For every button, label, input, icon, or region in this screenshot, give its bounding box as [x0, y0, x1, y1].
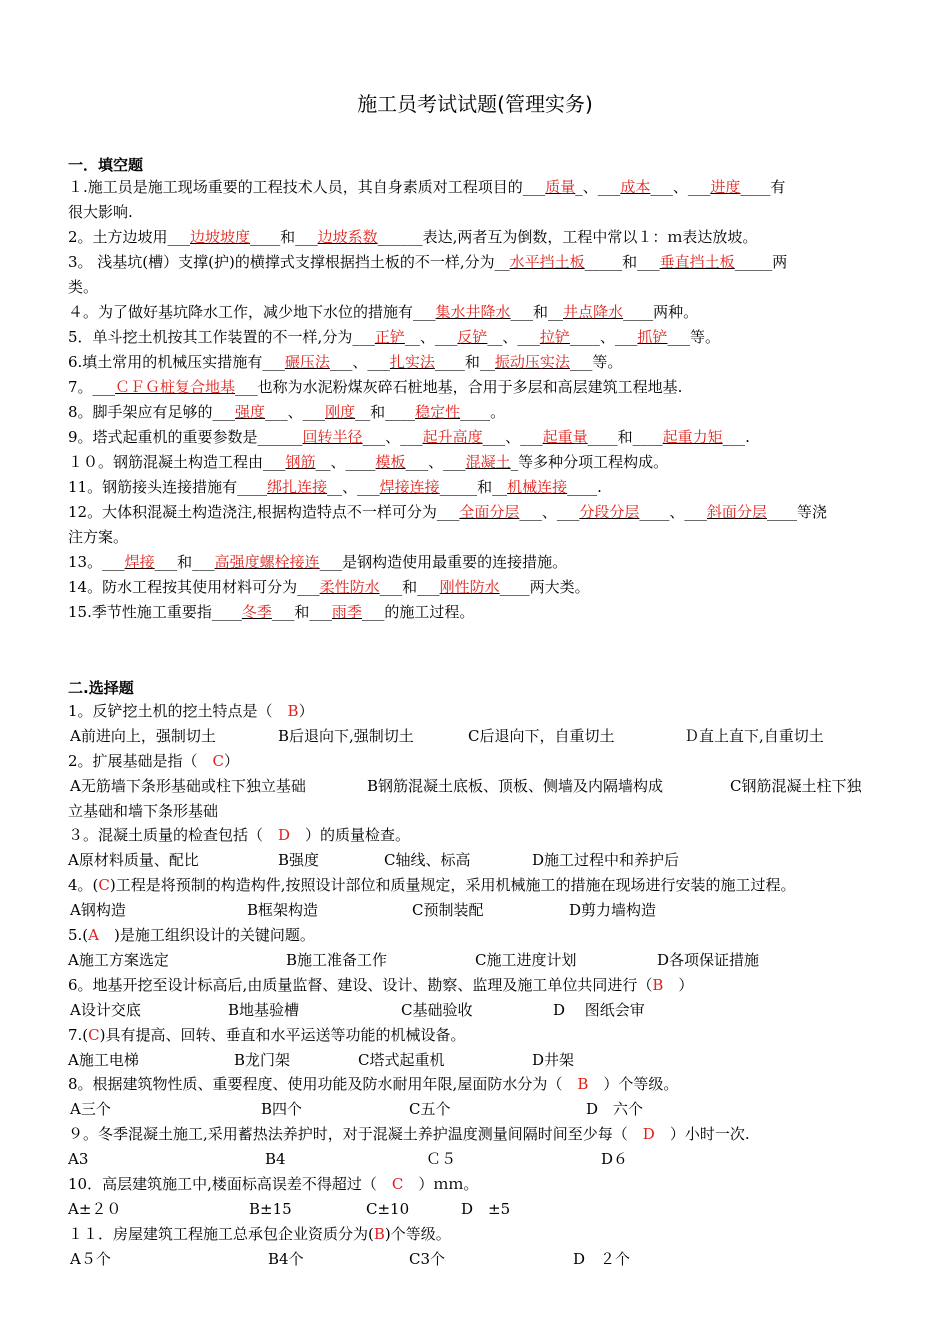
choice-q9-answer: D: [642, 1125, 655, 1143]
fill-q9-answer-3: 起重量: [542, 428, 588, 446]
choice-q11-option-b: B4个: [268, 1250, 304, 1268]
choice-q5-option-c: C施工进度计划: [475, 951, 577, 969]
fill-q14-answer-1: 柔性防水: [319, 578, 380, 596]
fill-q4-answer-2: 井点降水: [563, 303, 624, 321]
fill-q12-line2: 注方案。: [68, 528, 129, 546]
choice-q4-option-d: D剪力墙构造: [569, 901, 657, 919]
choice-q6-option-c: C基础验收: [401, 1001, 473, 1019]
choice-q3-stem: ３。混凝土质量的检查包括（ D ）的质量检查。: [68, 826, 411, 844]
fill-q5-answer-2: 反铲: [457, 328, 488, 346]
choice-q4-answer: C: [98, 876, 110, 894]
choice-q8-option-b: B四个: [261, 1100, 303, 1118]
choice-q6-option-b: B地基验槽: [228, 1001, 300, 1019]
choice-q10-stem: 10．高层建筑施工中,楼面标高误差不得超过（ C ）ｍｍ。: [68, 1175, 479, 1193]
choice-q9-option-a: A3: [68, 1150, 89, 1168]
choice-q1-answer: B: [287, 702, 299, 720]
fill-q10-answer-1: 钢筋: [285, 453, 316, 471]
choice-q4-option-b: B框架构造: [247, 901, 319, 919]
fill-q1-answer-2: 成本: [620, 178, 651, 196]
choice-q9-option-c: Ｃ５: [426, 1150, 457, 1168]
fill-q12: 12。大体积混凝土构造浇注,根据构造特点不一样可分为___全面分层___、___分段分层____、___斜面分层____等浇: [68, 503, 827, 521]
fill-q13: 13。___焊接___和___高强度螺栓接连___是钢构造使用最重要的连接措施。: [68, 553, 568, 571]
fill-q13-answer-1: 焊接: [124, 553, 155, 571]
choice-q4-stem: 4。(C)工程是将预制的构造构件,按照设计部位和质量规定，采用机械施工的措施在现场进行安装的施工过程。: [68, 876, 796, 894]
choice-q1-option-b: B后退向下,强制切土: [278, 727, 414, 745]
fill-q2-answer-1: 边坡坡度: [190, 228, 251, 246]
fill-q9-answer-4: 起重力矩: [662, 428, 723, 446]
choice-q3-option-d: D施工过程中和养护后: [532, 851, 680, 869]
fill-q5: 5．单斗挖土机按其工作装置的不一样,分为___正铲__、___反铲__、___拉铲____、___抓铲___等。: [68, 328, 720, 346]
fill-q12-answer-3: 斜面分层: [706, 503, 767, 521]
choice-q10-option-d: D ±5: [461, 1200, 511, 1218]
choice-q3-option-b: B强度: [278, 851, 320, 869]
choice-q4-option-c: C预制装配: [412, 901, 484, 919]
choice-q2-option-b: B钢筋混凝土底板、顶板、侧墙及内隔墙构成: [367, 777, 664, 795]
choice-q4-option-a: A钢构造: [70, 901, 126, 919]
choice-q5-option-d: D各项保证措施: [657, 951, 760, 969]
choice-q11-answer: B: [373, 1225, 385, 1243]
fill-q11-answer-3: 机械连接: [507, 478, 568, 496]
fill-q15-answer-1: 冬季: [241, 603, 272, 621]
fill-q1-answer-1: 质量: [545, 178, 576, 196]
fill-q8-answer-2: 刚度: [325, 403, 356, 421]
fill-q3: 3。 浅基坑(槽）支撑(护)的横撑式支撑根据挡土板的不一样,分为__水平挡土板_____和___垂直挡土板_____两: [68, 253, 788, 271]
fill-q15: 15.季节性施工重要指____冬季___和___雨季___的施工过程。: [68, 603, 475, 621]
fill-q4: ４。为了做好基坑降水工作，减少地下水位的措施有___集水井降水___和__井点降水____两种。: [68, 303, 699, 321]
section-fill-heading: 一．填空题: [68, 156, 144, 174]
fill-q5-answer-3: 拉铲: [539, 328, 570, 346]
fill-q6-answer-1: 碾压法: [284, 353, 330, 371]
fill-q11-answer-2: 焊接连接: [379, 478, 440, 496]
choice-q7-stem: 7.(C)具有提高、回转、垂直和水平运送等功能的机械设备。: [68, 1026, 466, 1044]
choice-q6-option-a: A设计交底: [70, 1001, 141, 1019]
fill-q10-answer-2: 模板: [375, 453, 406, 471]
fill-q8: 8。脚手架应有足够的___强度___、___刚度__和____稳定性____。: [68, 403, 506, 421]
choice-q7-option-a: A施工电梯: [68, 1051, 139, 1069]
choice-q11-stem: １１．房屋建筑工程施工总承包企业资质分为(B)个等级。: [68, 1225, 451, 1243]
fill-q15-answer-2: 雨季: [331, 603, 362, 621]
fill-q6-answer-2: 扎实法: [389, 353, 435, 371]
choice-q9-option-b: B4: [265, 1150, 286, 1168]
choice-q2-option-a: A无筋墙下条形基础或柱下独立基础: [70, 777, 306, 795]
choice-q6-option-d: D 图纸会审: [553, 1001, 645, 1019]
fill-q12-answer-1: 全面分层: [459, 503, 520, 521]
choice-q5-answer: A: [88, 926, 100, 944]
fill-q12-answer-2: 分段分层: [579, 503, 640, 521]
choice-q7-answer: C: [88, 1026, 100, 1044]
choice-q6-answer: B: [652, 976, 664, 994]
fill-q1-answer-3: 进度: [710, 178, 741, 196]
choice-q9-stem: ９。冬季混凝土施工,采用蓄热法养护时，对于混凝土养护温度测量间隔时间至少每（ D ）小时一次.: [68, 1125, 750, 1143]
fill-q9-answer-2: 起升高度: [422, 428, 483, 446]
choice-q8-stem: 8。根据建筑物性质、重要程度、使用功能及防水耐用年限,屋面防水分为（ B ）个等级。: [68, 1075, 679, 1093]
choice-q2-option-c: C钢筋混凝土柱下独: [730, 777, 862, 795]
choice-q5-option-b: B施工准备工作: [286, 951, 388, 969]
fill-q11: 11。钢筋接头连接措施有____绑扎连接__、___焊接连接_____和__机械连接____.: [68, 478, 602, 496]
page-title: 施工员考试试题(管理实务): [357, 92, 593, 116]
choice-q10-option-c: C±10: [366, 1200, 410, 1218]
choice-q8-option-d: D 六个: [586, 1100, 644, 1118]
fill-q1: １.施工员是施工现场重要的工程技术人员，其自身素质对工程项目的___质量_、___成本___、___进度____有: [68, 178, 786, 196]
choice-q9-option-d: D６: [601, 1150, 629, 1168]
choice-q10-option-b: B±15: [249, 1200, 292, 1218]
fill-q4-answer-1: 集水井降水: [435, 303, 511, 321]
fill-q9-answer-1: 回转半径: [302, 428, 363, 446]
fill-q1-line2: 很大影响.: [68, 203, 133, 221]
choice-q5-option-a: A施工方案选定: [68, 951, 169, 969]
choice-q3-answer: D: [278, 826, 291, 844]
choice-q7-option-c: C塔式起重机: [358, 1051, 445, 1069]
fill-q5-answer-4: 抓铲: [637, 328, 668, 346]
fill-q8-answer-1: 强度: [235, 403, 266, 421]
fill-q10-answer-3: 混凝土: [465, 453, 511, 471]
choice-q8-option-a: A三个: [70, 1100, 111, 1118]
fill-q14: 14。防水工程按其使用材料可分为___柔性防水___和___刚性防水____两大类。: [68, 578, 590, 596]
choice-q11-option-c: C3个: [409, 1250, 446, 1268]
choice-q8-answer: B: [577, 1075, 589, 1093]
choice-q7-option-d: D井架: [532, 1051, 575, 1069]
choice-q10-answer: C: [391, 1175, 404, 1193]
choice-q2-stem: 2。扩展基础是指（ C）: [68, 752, 240, 770]
choice-q1-option-d: Ｄ直上直下,自重切土: [684, 727, 824, 745]
choice-q7-option-b: B龙门架: [234, 1051, 291, 1069]
fill-q10: １０。钢筋混凝土构造工程由___钢筋__、____模板___、___混凝土_等多种分项工程构成。: [68, 453, 669, 471]
choice-q5-stem: 5.(A )是施工组织设计的关键问题。: [68, 926, 315, 944]
choice-q8-option-c: C五个: [409, 1100, 451, 1118]
fill-q3-line2: 类。: [68, 278, 99, 296]
choice-q6-stem: 6。地基开挖至设计标高后,由质量监督、建设、设计、勘察、监理及施工单位共同进行（B ）: [68, 976, 694, 994]
fill-q7: 7。___ＣＦＧ桩复合地基___也称为水泥粉煤灰碎石桩地基，合用于多层和高层建筑工程地基.: [68, 378, 683, 396]
choice-q10-option-a: A±２０: [68, 1200, 122, 1218]
fill-q2: 2。土方边坡用___边坡坡度____和___边坡系数______表达,两者互为倒数，工程中常以１：ｍ表达放坡。: [68, 228, 758, 246]
fill-q2-answer-2: 边坡系数: [317, 228, 378, 246]
choice-q3-option-c: C轴线、标高: [384, 851, 471, 869]
fill-q14-answer-2: 刚性防水: [439, 578, 500, 596]
choice-q2-option-c-cont: 立基础和墙下条形基础: [68, 802, 219, 820]
choice-q1-option-a: A前进向上，强制切土: [70, 727, 216, 745]
fill-q3-answer-1: 水平挡土板: [509, 253, 585, 271]
fill-q6: 6.填土常用的机械压实措施有___碾压法___、___扎实法____和__振动压实法___等。: [68, 353, 623, 371]
choice-q3-option-a: A原材料质量、配比: [68, 851, 199, 869]
fill-q6-answer-3: 振动压实法: [494, 353, 570, 371]
choice-q11-option-a: A５个: [70, 1250, 111, 1268]
fill-q8-answer-3: 稳定性: [415, 403, 461, 421]
fill-q5-answer-1: 正铲: [374, 328, 405, 346]
choice-q1-stem: 1。反铲挖土机的挖土特点是（ B）: [68, 702, 314, 720]
fill-q7-answer-1: ＣＦＧ桩复合地基: [115, 378, 236, 396]
choice-q2-answer: C: [212, 752, 225, 770]
fill-q3-answer-2: 垂直挡土板: [659, 253, 735, 271]
fill-q11-answer-1: 绑扎连接: [267, 478, 328, 496]
section-choice-heading: 二.选择题: [68, 679, 134, 697]
fill-q13-answer-2: 高强度螺栓接连: [214, 553, 320, 571]
fill-q9: 9。塔式起重机的重要参数是______回转半径___、___起升高度___、___起重量____和____起重力矩___.: [68, 428, 750, 446]
choice-q11-option-d: D ２个: [573, 1250, 631, 1268]
choice-q1-option-c: C后退向下，自重切土: [468, 727, 615, 745]
